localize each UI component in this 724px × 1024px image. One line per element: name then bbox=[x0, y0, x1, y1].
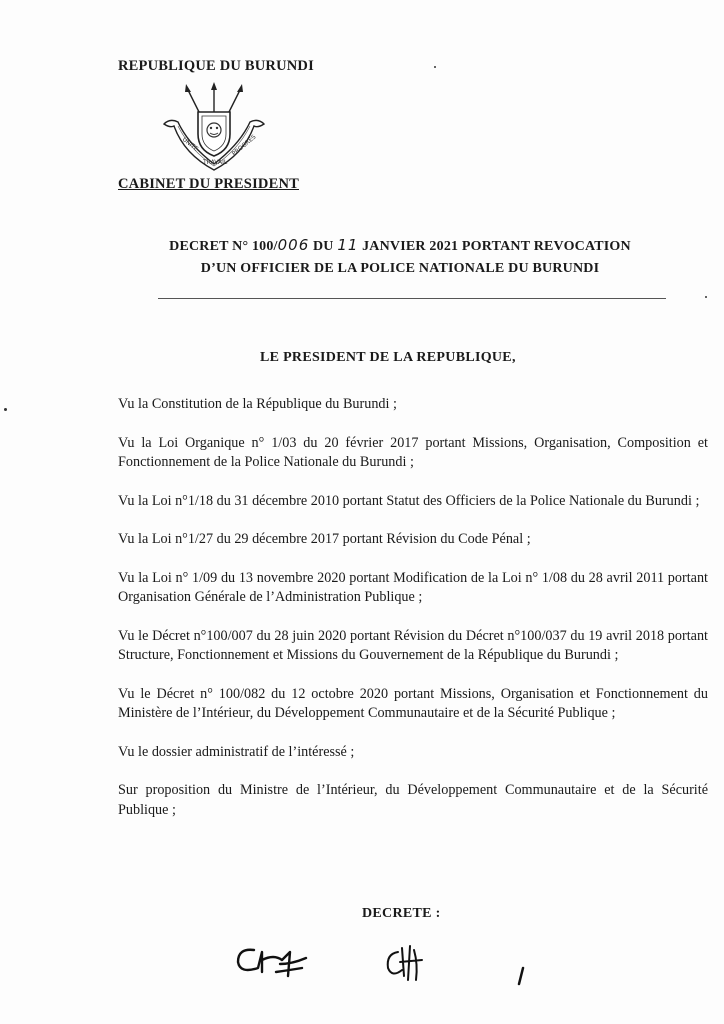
svg-text:PROGRES: PROGRES bbox=[230, 133, 258, 158]
consideration-item: Vu le Décret n°100/007 du 28 juin 2020 portant Révision du Décret n°100/037 du 19 avril 2018 portant Structure, Fonctionnement et Missions du Gouvernement de la République du Burundi ; bbox=[118, 627, 708, 663]
consideration-item: Vu la Loi n°1/27 du 29 décembre 2017 portant Révision du Code Pénal ; bbox=[118, 531, 531, 547]
decree-title-suffix: JANVIER 2021 PORTANT REVOCATION bbox=[358, 239, 631, 254]
consideration-item: Vu la Loi n°1/18 du 31 décembre 2010 portant Statut des Officiers de la Police Nationale du Burundi ; bbox=[118, 492, 700, 509]
cabinet-heading: CABINET DU PRESIDENT bbox=[118, 176, 299, 192]
coat-of-arms-icon bbox=[158, 82, 270, 172]
consideration-item: Sur proposition du Ministre de l’Intérieur, du Développement Communautaire et de la Sécurité Publique ; bbox=[118, 782, 708, 818]
ink-mark bbox=[516, 966, 526, 986]
republic-heading: REPUBLIQUE DU BURUNDI bbox=[118, 58, 314, 74]
consideration-item: Vu la Loi n° 1/09 du 13 novembre 2020 portant Modification de la Loi n° 1/08 du 28 avril 2011 portant Organisation Générale de l’Administration Publique ; bbox=[118, 569, 708, 605]
initials-signature-2 bbox=[382, 942, 432, 986]
scan-speck bbox=[434, 66, 436, 68]
considerations-list bbox=[118, 395, 708, 839]
initials-signature-1 bbox=[232, 938, 312, 980]
consideration-item: Vu le Décret n° 100/082 du 12 octobre 2020 portant Missions, Organisation et Fonctionnement du Ministère de l’Intérieur, du Développement Communautaire et de la Sécurité Publique ; bbox=[118, 685, 708, 721]
decree-du: DU bbox=[309, 239, 338, 254]
decree-title-line-1 bbox=[96, 234, 704, 258]
decree-number-handwritten: 006 bbox=[277, 236, 310, 254]
scan-speck bbox=[4, 408, 7, 411]
consideration-item: Vu le dossier administratif de l’intéressé ; bbox=[118, 743, 355, 760]
svg-text:TRAVAIL: TRAVAIL bbox=[203, 159, 228, 166]
title-divider bbox=[158, 298, 666, 299]
decree-number-prefix: DECRET N° 100/ bbox=[169, 239, 278, 254]
decree-title-line-2: D’UN OFFICIER DE LA POLICE NATIONALE DU BURUNDI bbox=[200, 261, 600, 276]
consideration-item: Vu la Loi Organique n° 1/03 du 20 février 2017 portant Missions, Organisation, Composition et Fonctionnement de la Police Nationale du Burundi ; bbox=[118, 434, 708, 470]
decrete-heading: DECRETE : bbox=[362, 906, 441, 921]
decree-day-handwritten: 11 bbox=[337, 236, 359, 254]
president-heading: LE PRESIDENT DE LA REPUBLIQUE, bbox=[260, 350, 516, 365]
scan-speck bbox=[705, 296, 707, 298]
decree-title bbox=[96, 234, 704, 280]
consideration-item: Vu la Constitution de la République du Burundi ; bbox=[118, 396, 397, 412]
svg-text:UNITE: UNITE bbox=[180, 136, 200, 153]
